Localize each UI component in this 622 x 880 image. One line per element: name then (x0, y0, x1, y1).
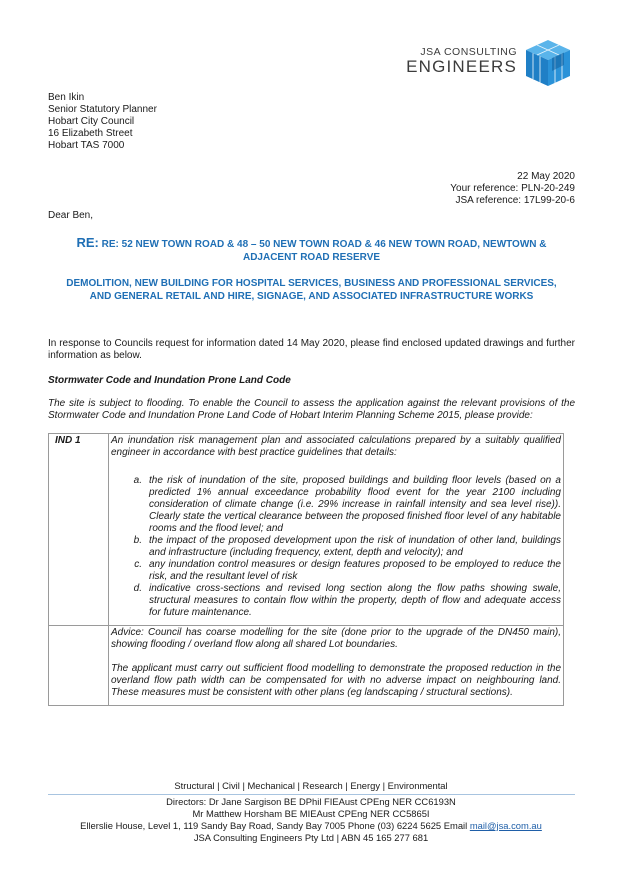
requirement-body (109, 434, 564, 626)
section-paragraph: The site is subject to flooding. To enable the Council to assess the application against the relevant provisions of the Stormwater Code and Inundation Prone Land Code of Hobart Interim Planning Scheme 2015, please provide: (48, 398, 575, 421)
letter-references (450, 171, 575, 207)
advice-paragraph-2: The applicant must carry out sufficient flood modelling to demonstrate the proposed reduction in the overland flow path width can be compensated for with no adverse impact on neighbouring land. These measures must be consistent with other plans (eg landscaping / structural sections). (111, 663, 561, 698)
subject-line-2: AND GENERAL RETAIL AND HIRE, SIGNAGE, AND ASSOCIATED INFRASTRUCTURE WORKS (89, 291, 534, 302)
address-line: 16 Elizabeth Street (48, 128, 133, 139)
re-prefix: RE: (76, 235, 99, 250)
your-reference: Your reference: PLN-20-249 (450, 183, 575, 194)
re-line-2: ADJACENT ROAD RESERVE (242, 252, 381, 263)
address-line: Ben Ikin (48, 92, 85, 103)
list-marker: a. (133, 475, 142, 486)
requirements-table (48, 433, 564, 706)
letter-date: 22 May 2020 (517, 171, 575, 182)
list-item (111, 559, 561, 583)
list-marker: c. (134, 559, 142, 570)
jsa-cube-logo-icon (524, 38, 572, 88)
address-line: Hobart TAS 7000 (48, 140, 125, 151)
advice-key-cell (49, 626, 109, 706)
list-marker: b. (133, 535, 142, 546)
logo-text-company: JSA CONSULTING (420, 46, 517, 58)
salutation: Dear Ben, (48, 210, 94, 221)
requirement-lead: An inundation risk management plan and associated calculations prepared by a suitably qualified engineer in accordance with best practice guidelines that details: (111, 435, 561, 458)
intro-paragraph: In response to Councils request for information dated 14 May 2020, please find enclosed updated drawings and further information as below. (48, 338, 575, 361)
advice-paragraph-1: Advice: Council has coarse modelling for the site (done prior to the upgrade of the DN450 main), showing flooding / overland flow along all shared Lot boundaries. (111, 627, 561, 650)
advice-body (109, 626, 564, 706)
address-line: Hobart City Council (48, 116, 135, 127)
requirement-key: IND 1 (49, 434, 109, 626)
table-row (49, 626, 564, 706)
list-item (111, 475, 561, 535)
footer-services: Structural | Civil | Mechanical | Research | Energy | Environmental (174, 780, 448, 791)
re-heading (48, 236, 575, 264)
footer-email-link[interactable]: mail@jsa.com.au (469, 820, 542, 831)
footer-directors-1: Directors: Dr Jane Sargison BE DPhil FIEAust CPEng NER CC6193N (166, 796, 456, 807)
list-marker: d. (133, 583, 142, 594)
jsa-reference: JSA reference: 17L99-20-6 (455, 195, 575, 206)
logo-text-engineers: ENGINEERS (406, 57, 517, 76)
footer-directors-2: Mr Matthew Horsham BE MIEAust CPEng NER CC5865I (192, 808, 430, 819)
subject-heading (48, 277, 575, 303)
requirement-list (111, 475, 561, 619)
recipient-address (48, 92, 157, 152)
footer-address-text: Ellerslie House, Level 1, 119 Sandy Bay Road, Sandy Bay 7005 Phone (03) 6224 5625 Email (80, 820, 470, 831)
list-item (111, 535, 561, 559)
subject-line-1: DEMOLITION, NEW BUILDING FOR HOSPITAL SERVICES, BUSINESS AND PROFESSIONAL SERVICES, (66, 278, 557, 289)
footer-address (0, 820, 622, 832)
list-item-text: the risk of inundation of the site, proposed buildings and building floor levels (based on a predicted 1% annual exceedance probability flood event for the year 2100 including consideration of climate change (i.e. 29% increase in rainfall intensity and sea level rise)). Clearly state the vertical clearance between the proposed finished floor level of any habitable rooms and the flood level; and (149, 475, 561, 534)
section-title: Stormwater Code and Inundation Prone Land Code (48, 375, 291, 386)
list-item-text: any inundation control measures or design features proposed to be employed to reduce the risk, and the resultant level of risk (149, 559, 561, 582)
table-row (49, 434, 564, 626)
re-line-1: RE: 52 NEW TOWN ROAD & 48 – 50 NEW TOWN ROAD & 46 NEW TOWN ROAD, NEWTOWN & (98, 239, 547, 250)
list-item-text: indicative cross-sections and revised long section along the flow paths showing swale, structural measures to contain flow within the property, depth of flow and adequate access for future maintenance. (149, 583, 561, 618)
footer-company: JSA Consulting Engineers Pty Ltd | ABN 45 165 277 681 (193, 832, 429, 843)
list-item (111, 583, 561, 619)
list-item-text: the impact of the proposed development upon the risk of inundation of other land, buildings and infrastructure (including frequency, extent, depth and velocity); and (149, 535, 561, 558)
page-footer (0, 780, 622, 844)
address-line: Senior Statutory Planner (48, 104, 157, 115)
